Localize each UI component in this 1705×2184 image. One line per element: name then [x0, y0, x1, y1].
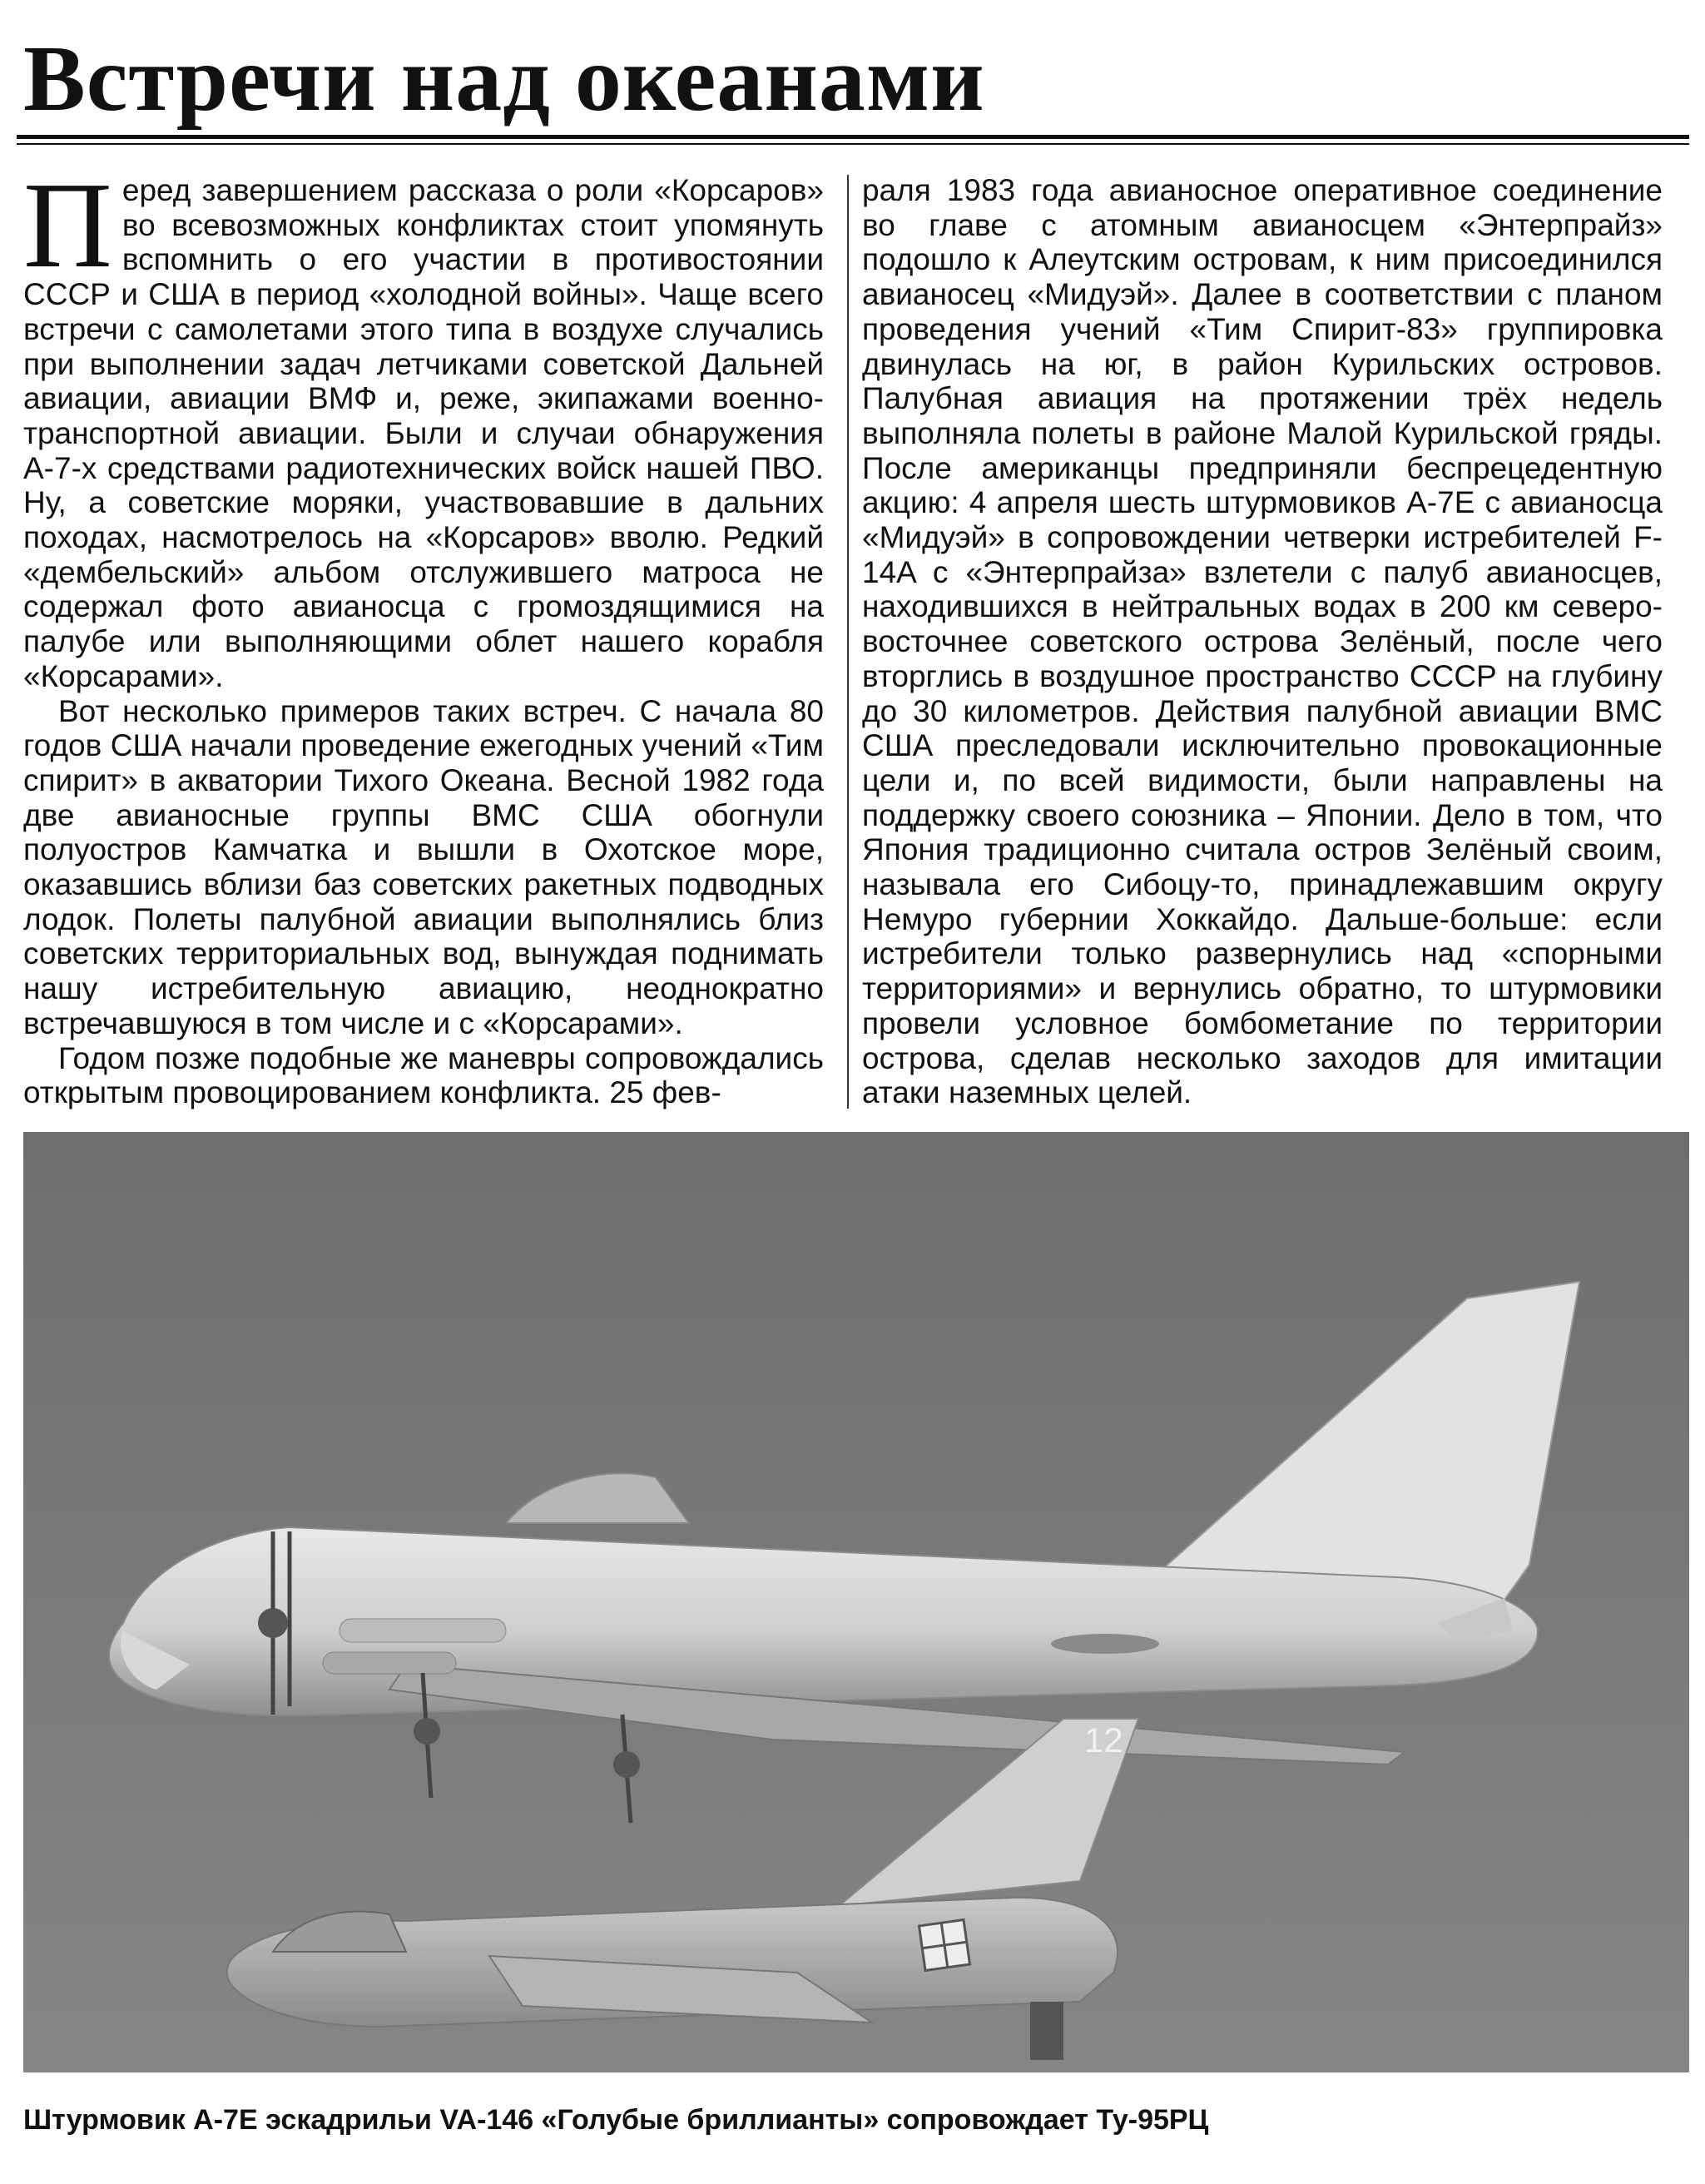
tail-number: 12: [1084, 1720, 1123, 1760]
paragraph-1: [23, 157, 824, 694]
paragraph-3-start: Годом позже подобные же маневры сопровождались открытым провоцированием конфликта. 25 фев-: [23, 1040, 824, 1110]
text-column-right: [862, 173, 1663, 1110]
paragraph-2: Вот несколько примеров таких встреч. С начала 80 годов США начали проведение ежегодных учений «Тим спирит» в акватории Тихого Океана. Весной 1982 года две авианосные группы ВМС США обогнули полуостров Камчатка и вышли в Охотское море, оказавшись вблизи баз советских ракетных подводных лодок. Полеты палубной авиации выполнялись близ советских территориальных вод, вынуждая поднимать нашу истребительную авиацию, неоднократно встречавшуюся в том числе и с «Корсарами».: [23, 693, 824, 1040]
text-column-left: [23, 157, 824, 1110]
title-rule-thin: [17, 143, 1689, 145]
aircraft-photo: [23, 1132, 1689, 2072]
aircraft-photo-illustration: [23, 1132, 1689, 2072]
paragraph-3-continued: раля 1983 года авианосное оперативное соединение во главе с атомным авианосцем «Энтерпрайз» подошло к Алеутским островам, к ним присоединился авианосец «Мидуэй». Далее в соответствии с планом проведения учений «Тим Спирит-83» группировка двинулась на юг, в район Курильских островов. Палубная авиация на протяжении трёх недель выполняла полеты в районе Малой Курильской гряды. После американцы предприняли беспрецедентную акцию: 4 апреля шесть штурмовиков А-7Е с авианосца «Мидуэй» в сопровождении четверки истребителей F-14A с «Энтерпрайза» взлетели с палуб авианосцев, находившихся в нейтральных водах в 200 км северо-восточнее советского острова Зелёный, после чего вторглись в воздушное пространство СССР на глубину до 30 километров. Действия палубной авиации ВМС США преследовали исключительно провокационные цели и, по всей видимости, были направлены на поддержку своего союзника – Японии. Дело в том, что Япония традиционно считала остров Зелёный своим, называла его Сибоцу-то, принадлежавшим округу Немуро губернии Хоккайдо. Дальше-больше: если истребители только развернулись над «спорными территориями» и вернулись обратно, то штурмовики провели условное бомбометание по территории острова, сделав несколько заходов для имитации атаки наземных целей.: [862, 173, 1663, 1110]
title-rule: [17, 135, 1689, 139]
column-divider: [847, 175, 849, 1109]
drop-cap: П: [23, 157, 112, 294]
paragraph-1-text: еред завершением рассказа о роли «Корсаров» во всевозможных конфликтах стоит упомянуть вспомнить о его участии в противостоянии СССР и США в период «холодной войны». Чаще всего встречи с самолетами этого типа в воздухе случались при выполнении задач летчиками советской Дальней авиации, авиации ВМФ и, реже, экипажами военно-транспортной авиации. Были и случаи обнаружения А-7-х средствами радиотехнических войск нашей ПВО. Ну, а советские моряки, участвовавшие в дальних походах, насмотрелось на «Корсаров» вволю. Редкий «дембельский» альбом отслужившего матроса не содержал фото авианосца с громоздящимися на палубе или выполняющими облет нашего корабля «Корсарами».: [23, 173, 824, 693]
article-title: Встречи над океанами: [23, 27, 985, 131]
photo-caption: Штурмовик А-7Е эскадрильи VA-146 «Голубые бриллианты» сопровождает Ту-95РЦ: [23, 2104, 1209, 2136]
